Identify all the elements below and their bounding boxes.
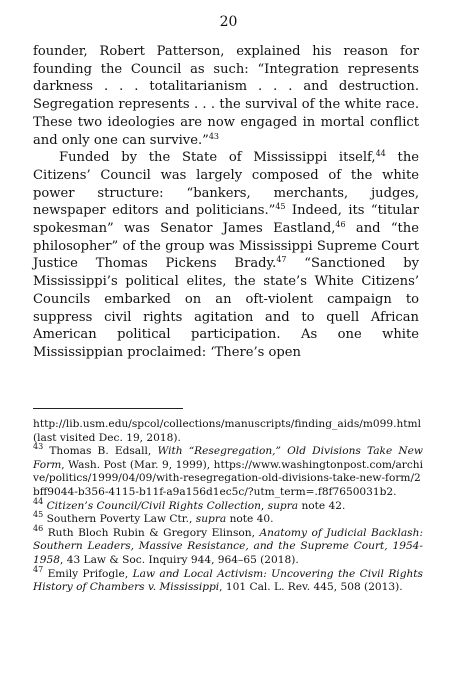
paragraph-2-text-d: and “the philosopher” of the group was Mississippi Supreme Court Justice Thomas Pickens Brady. — [33, 221, 419, 272]
footnote-46-title: Anatomy of Judicial Backlash: Southern Leaders, Massive Resistance, and the Supreme Court, 1954-1958 — [33, 526, 424, 566]
footnote-number-47: 47 — [33, 564, 44, 574]
paragraph-1-text: founder, Robert Patterson, explained his reason for founding the Council as such: “Integration represents darkness . . . totalitarianism . . . and destruction. Segregation represents . . . the survival of the white race. These two ideologies are now engaged in mortal conflict and only one can survive.” — [33, 44, 419, 148]
paragraph-2 — [33, 149, 419, 361]
footnote-ref-46[interactable]: 46 — [335, 220, 346, 230]
footnote-44-supra: supra — [267, 499, 299, 512]
paragraph-2-text-c: Indeed, its “titular spokesman” was Senator James Eastland, — [33, 203, 419, 237]
footnote-43 — [33, 442, 423, 499]
paragraph-1 — [33, 43, 419, 149]
footnote-ref-47[interactable]: 47 — [276, 255, 287, 265]
footnote-43-author: Thomas B. Edsall, — [49, 445, 152, 458]
footnote-ref-43[interactable]: 43 — [208, 131, 219, 141]
paragraph-2-text-e: “Sanctioned by Mississippi’s political elites, the state’s White Citizens’ Councils embarked on an oft-violent campaign to suppress civil rights agitation and to quell African American political participation. As one white Mississippian proclaimed: ‘There’s open — [33, 256, 419, 360]
footnote-45-supra: supra — [195, 513, 227, 526]
footnote-ref-44[interactable]: 44 — [375, 149, 386, 159]
footnote-45-author: Southern Poverty Law Ctr., — [46, 513, 193, 526]
footnote-number-43: 43 — [33, 442, 44, 452]
footnote-47 — [33, 564, 423, 595]
footnote-47-title: Law and Local Activism: Uncovering the Civil Rights History of Chambers v. Mississippi — [33, 567, 423, 594]
footnote-number-45: 45 — [33, 510, 44, 520]
footnote-45-citation: note 40. — [226, 513, 274, 526]
footnote-46-author: Ruth Bloch Rubin & Gregory Elinson, — [47, 526, 255, 539]
footnote-continuation: http://lib.usm.edu/spcol/collections/manuscripts/finding_aids/m099.html (last visited Dec. 19, 2018). — [33, 418, 421, 444]
footnote-number-46: 46 — [33, 523, 44, 533]
footnote-44-title: Citizen’s Council/Civil Rights Collection — [46, 499, 261, 512]
footnote-44: $^{44}$ Citizen’s Council/Civil Rights Collection, supra note 42. — [33, 496, 346, 512]
footnotes — [33, 418, 423, 595]
footnote-43-title: With “Resegregation,” Old Divisions Take New Form — [33, 445, 423, 471]
body-text — [33, 43, 419, 362]
footnote-number-44: 44 — [33, 496, 44, 506]
page-number: 20 — [219, 14, 238, 30]
footnote-43-citation: , Wash. Post (Mar. 9, 1999), https://www.washingtonpost.com/archive/politics/1999/04/09/with-resegregation-old-divisions-take-new-form/2bff9044-b356-4115-b11f-a9a156d1ec5c/?utm_term=.f8f7650031b2. — [33, 458, 423, 498]
footnote-ref-45[interactable]: 45 — [275, 202, 286, 212]
footnote-46 — [33, 523, 424, 568]
footnote-separator — [33, 408, 183, 409]
paragraph-2-text-a: Funded by the State of Mississippi itself, — [59, 150, 376, 166]
footnote-45 — [33, 510, 423, 527]
footnote-47-citation: , 101 Cal. L. Rev. 445, 508 (2013). — [219, 581, 403, 594]
footnote-44-citation: note 42. — [298, 499, 346, 512]
footnote-46-citation: , 43 Law & Soc. Inquiry 944, 964–65 (2018). — [59, 553, 299, 566]
paragraph-2-text-b: the Citizens’ Council was largely composed of the white power structure: “bankers, merchants, judges, newspaper editors and politicians.” — [33, 150, 420, 219]
footnote-47-author: Emily Prifogle, — [47, 567, 129, 580]
